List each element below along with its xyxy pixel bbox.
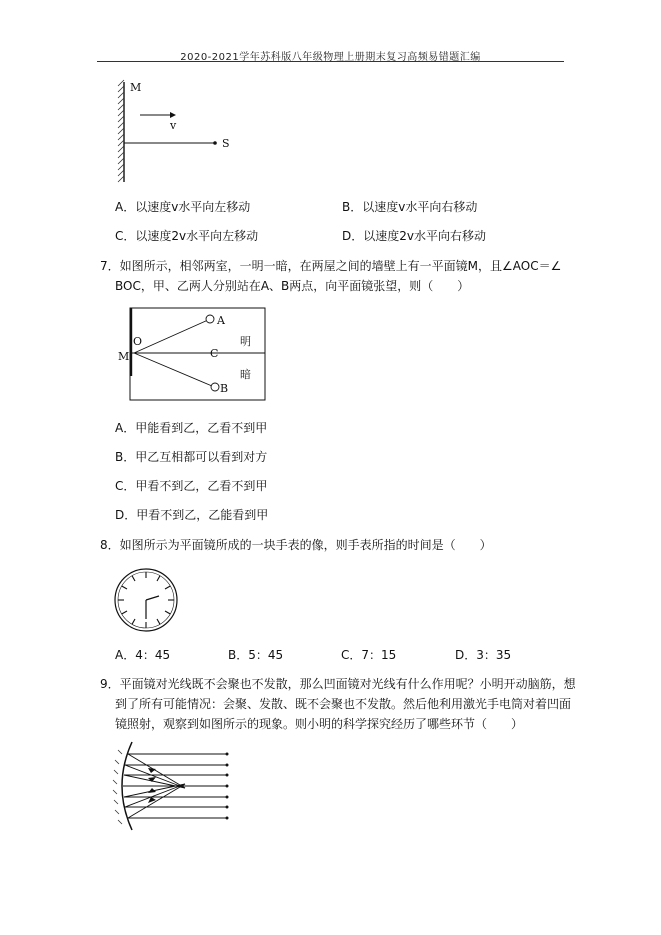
- q7-point-b: [211, 383, 219, 391]
- q7-stem-line2: BOC，甲、乙两人分别站在A、B两点，向平面镜张望，则（ ）: [115, 279, 470, 293]
- q7-option-c: C．甲看不到乙，乙看不到甲: [115, 479, 268, 493]
- q7-point-a: [206, 315, 214, 323]
- q6-option-b: B．以速度v水平向右移动: [342, 200, 478, 214]
- q8-stem: 8．如图所示为平面镜所成的一块手表的像，则手表所指的时间是（ ）: [100, 538, 492, 552]
- q9-stem-line1: 9．平面镜对光线既不会聚也不发散，那么凹面镜对光线有什么作用呢？小明开动脑筋，想: [100, 677, 576, 691]
- q9-stem-line3: 镜照射，观察到如图所示的现象。则小明的科学探究经历了哪些环节（ ）: [115, 717, 524, 731]
- q9-concave-mirror-figure: [110, 740, 240, 832]
- q7-figure: [112, 306, 272, 406]
- q6-option-a: A．以速度v水平向左移动: [115, 200, 251, 214]
- q8-option-c: C．7：15: [341, 648, 397, 662]
- page-header: 2020-2021学年苏科版八年级物理上册期末复习高频易错题汇编: [180, 52, 481, 63]
- q7-label-a: A: [217, 314, 225, 327]
- q6-label-m: M: [130, 81, 142, 94]
- q6-option-c: C．以速度2v水平向左移动: [115, 229, 259, 243]
- q7-label-dark: 暗: [240, 368, 251, 381]
- q6-figure: [112, 78, 242, 188]
- q7-label-m: M: [118, 350, 130, 363]
- q6-label-s: S: [222, 137, 230, 150]
- q6-label-v: v: [170, 119, 177, 132]
- q7-label-b: B: [220, 382, 229, 395]
- q7-label-bright: 明: [240, 335, 251, 348]
- q7-label-o: O: [133, 335, 143, 348]
- q8-option-d: D．3：35: [455, 648, 512, 662]
- q7-option-a: A．甲能看到乙，乙看不到甲: [115, 421, 268, 435]
- q7-option-d: D．甲看不到乙，乙能看到甲: [115, 508, 269, 522]
- header-rule: [97, 61, 564, 62]
- q9-stem-line2: 到了所有可能情况：会聚、发散、既不会聚也不发散。然后他利用激光手电筒对着凹面: [115, 697, 572, 711]
- q7-option-b: B．甲乙互相都可以看到对方: [115, 450, 268, 464]
- q8-option-a: A．4：45: [115, 648, 171, 662]
- q8-option-b: B．5：45: [228, 648, 284, 662]
- q7-stem-line1: 7．如图所示，相邻两室，一明一暗，在两屋之间的墙壁上有一平面镜M，且∠AOC＝∠: [100, 259, 562, 273]
- q6-point-s: [213, 141, 217, 145]
- q7-label-c: C: [210, 347, 219, 360]
- q6-option-d: D．以速度2v水平向右移动: [342, 229, 486, 243]
- q8-clock-figure: [113, 567, 179, 633]
